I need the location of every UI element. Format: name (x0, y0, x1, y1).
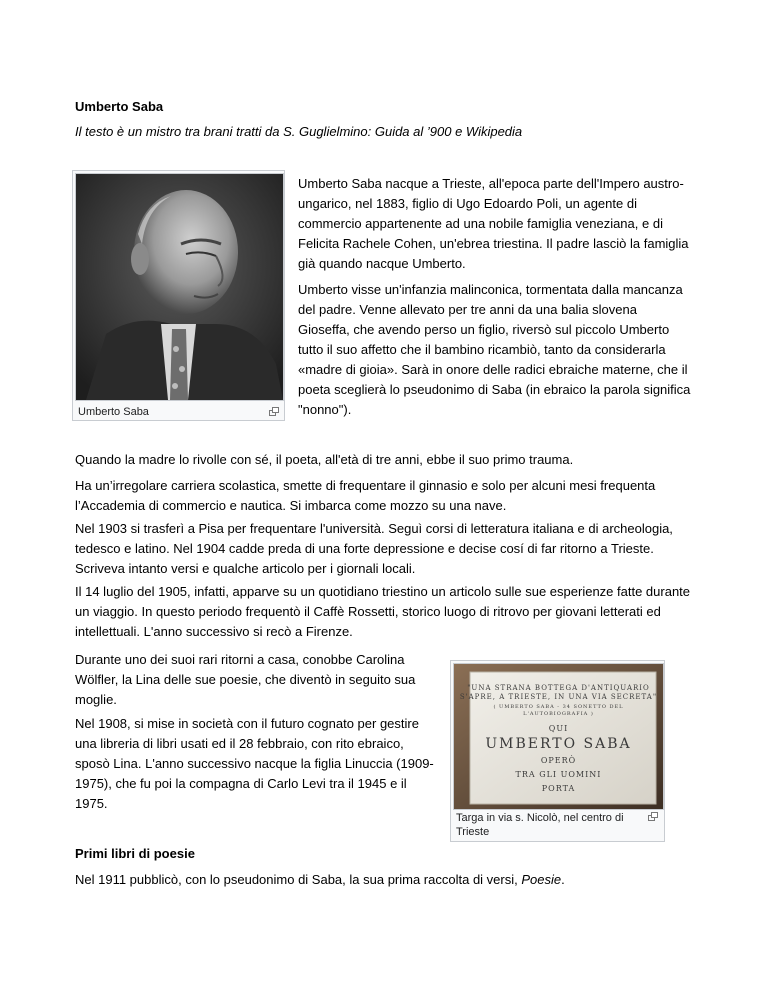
paragraph-school: Ha un’irregolare carriera scolastica, smette di frequentare il ginnasio e solo per alcuni mesi frequenta l’Accademia di commercio e nautica. Si imbarca come mozzo su una nave. (75, 478, 656, 513)
section-heading-first-poetry-books: Primi libri di poesie (75, 846, 195, 861)
plaque-line: QUI (548, 724, 569, 733)
plaque-line: L'AUTOBIOGRAFIA ) (523, 711, 594, 717)
portrait-image[interactable] (75, 173, 284, 401)
plaque-caption: Targa in via s. Nicolò, nel centro di Trieste (456, 812, 624, 838)
portrait-figure (72, 170, 285, 421)
plaque-line: OPERÒ (540, 756, 577, 765)
paragraph-1911-end: . (561, 872, 565, 887)
enlarge-icon[interactable] (269, 407, 279, 416)
enlarge-icon[interactable] (648, 812, 658, 821)
plaque-line: PORTA (541, 784, 576, 793)
paragraph-lina: Durante uno dei suoi rari ritorni a casa, conobbe Carolina Wölfler, la Lina delle sue poesie, che diventò in seguito sua moglie. (75, 652, 416, 707)
paragraph-1911 (75, 870, 695, 890)
plaque-figure (450, 660, 665, 842)
plaque-image[interactable] (453, 663, 664, 810)
document-subtitle: Il testo è un mistro tra brani tratti da S. Guglielmino: Guida al ’900 e Wikipedia (75, 124, 523, 139)
plaque-line: ( UMBERTO SABA - 34 SONETTO DEL (493, 704, 624, 710)
plaque-line: S'APRE, A TRIESTE, IN UNA VIA SECRETA" (459, 693, 658, 701)
portrait-caption: Umberto Saba (78, 406, 149, 418)
paragraph-1905: Il 14 luglio del 1905, infatti, apparve su un quotidiano triestino un articolo sulle sue esperienze fatte durante un viaggio. In questo periodo frequentò il Caffè Rossetti, storico luogo di ritrovo per giovani letterati ed intellettuali. L'anno successivo si recò a Firenze. (75, 584, 691, 639)
paragraph-trauma: Quando la madre lo rivolle con sé, il poeta, all'età di tre anni, ebbe il suo primo trauma. (75, 452, 574, 467)
plaque-line: TRA GLI UOMINI (515, 770, 602, 779)
paragraph-1908: Nel 1908, si mise in società con il futuro cognato per gestire una libreria di libri usati ed il 28 febbraio, con rito ebraico, sposò Lina. L'anno successivo nacque la figlia Linuccia (1909-1975), che fu poi la compagna di Carlo Levi tra il 1945 e il 1975. (75, 716, 434, 811)
paragraph-childhood: Umberto visse un'infanzia malinconica, tormentata dalla mancanza del padre. Venne allevato per tre anni da una balia slovena Gioseffa, che avendo perso un figlio, riversò sul piccolo Umberto tutto il suo affetto che il bambino ricambiò, tanto da considerarla «madre di gioia». Sarà in onore delle radici ebraiche materne, che il poeta sceglierà lo pseudonimo di Saba (in ebraico la parola significa "nonno"). (298, 282, 691, 417)
paragraph-birth: Umberto Saba nacque a Trieste, all'epoca parte dell'Impero austro- ungarico, nel 1883, figlio di Ugo Edoardo Poli, un agente di commercio appartenente ad una nobile famiglia veneziana, e di Felicita Rachele Cohen, un'ebrea triestina. Il padre lasciò la famiglia già quando nacque Umberto. (298, 176, 689, 271)
portrait-photo (76, 174, 283, 400)
document-title: Umberto Saba (75, 99, 164, 114)
book-title-poesie: Poesie (521, 872, 562, 887)
paragraph-1911-text: Nel 1911 pubblicò, con lo pseudonimo di Saba, la sua prima raccolta di versi, (75, 872, 522, 887)
paragraph-pisa: Nel 1903 si trasferì a Pisa per frequentare l'università. Seguì corsi di letteratura italiana e di archeologia, tedesco e latino. Nel 1904 cadde preda di una forte depressione e decise cosí di far ritorno a Trieste. Scriveva intanto versi e qualche articolo per i giornali locali. (75, 521, 673, 576)
plaque-line: "UNA STRANA BOTTEGA D'ANTIQUARIO (467, 684, 650, 692)
plaque-line: UMBERTO SABA (485, 736, 632, 752)
